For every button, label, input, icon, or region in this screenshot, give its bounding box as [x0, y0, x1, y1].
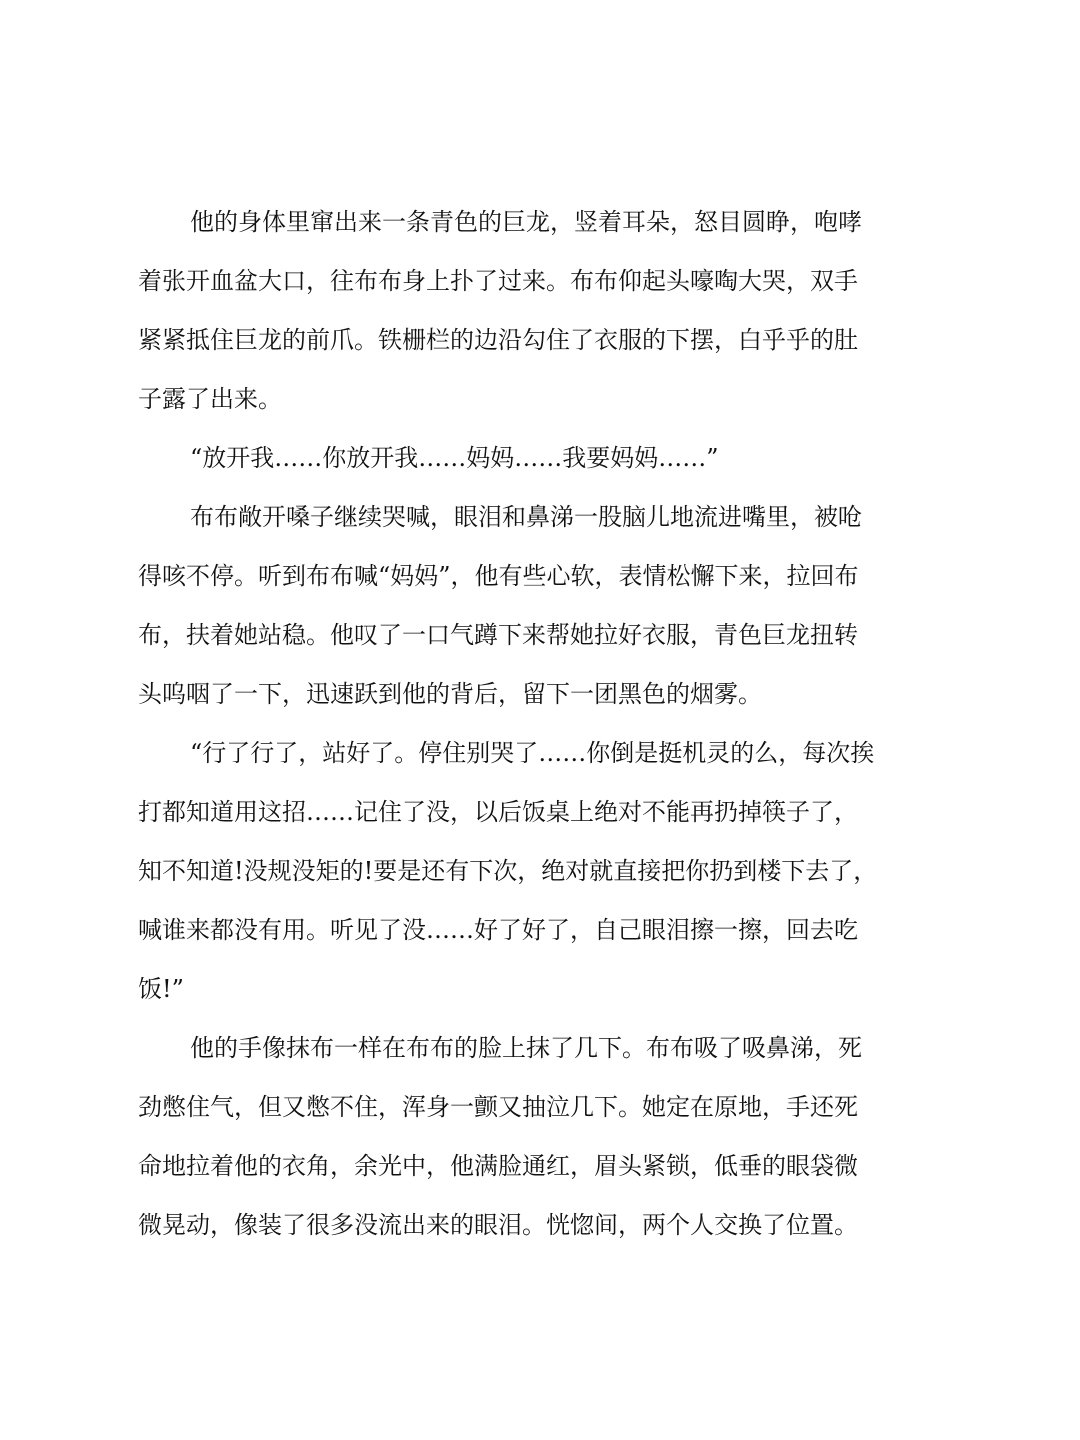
story-text — [138, 193, 968, 1255]
paragraph-dragon-appears — [138, 193, 968, 429]
text-line: 喊谁来都没有用。听见了没……好了好了，自己眼泪擦一擦，回去吃 — [138, 916, 858, 944]
text-line: 微晃动，像装了很多没流出来的眼泪。恍惚间，两个人交换了位置。 — [138, 1211, 858, 1239]
text-line: 头呜咽了一下，迅速跃到他的背后，留下一团黑色的烟雾。 — [138, 680, 762, 708]
text-line: “放开我……你放开我……妈妈……我要妈妈……” — [190, 444, 719, 472]
paragraph-swap-places — [138, 1019, 968, 1255]
text-line: 紧紧抵住巨龙的前爪。铁栅栏的边沿勾住了衣服的下摆，白乎乎的肚 — [138, 326, 858, 354]
text-line: 他的手像抹布一样在布布的脸上抹了几下。布布吸了吸鼻涕，死 — [190, 1034, 862, 1062]
paragraph-scolding — [138, 724, 968, 1019]
text-line: 布布敞开嗓子继续哭喊，眼泪和鼻涕一股脑儿地流进嘴里，被呛 — [190, 503, 862, 531]
text-line: 子露了出来。 — [138, 385, 282, 413]
text-line: 他的身体里窜出来一条青色的巨龙，竖着耳朵，怒目圆睁，咆哮 — [190, 208, 862, 236]
text-line: “行了行了，站好了。停住别哭了……你倒是挺机灵的么，每次挨 — [190, 739, 875, 767]
paragraph-he-softens — [138, 488, 968, 724]
text-line: 打都知道用这招……记住了没，以后饭桌上绝对不能再扔掉筷子了， — [138, 798, 858, 826]
text-line: 布，扶着她站稳。他叹了一口气蹲下来帮她拉好衣服，青色巨龙扭转 — [138, 621, 858, 649]
text-line: 得咳不停。听到布布喊“妈妈”，他有些心软，表情松懈下来，拉回布 — [138, 562, 859, 590]
paragraph-cry-for-mother — [138, 429, 968, 488]
text-line: 劲憋住气，但又憋不住，浑身一颤又抽泣几下。她定在原地，手还死 — [138, 1093, 858, 1121]
text-line: 饭!” — [138, 975, 184, 1003]
text-line: 命地拉着他的衣角，余光中，他满脸通红，眉头紧锁，低垂的眼袋微 — [138, 1152, 858, 1180]
text-line: 知不知道!没规没矩的!要是还有下次，绝对就直接把你扔到楼下去了， — [138, 857, 878, 885]
text-line: 着张开血盆大口，往布布身上扑了过来。布布仰起头嚎啕大哭，双手 — [138, 267, 858, 295]
